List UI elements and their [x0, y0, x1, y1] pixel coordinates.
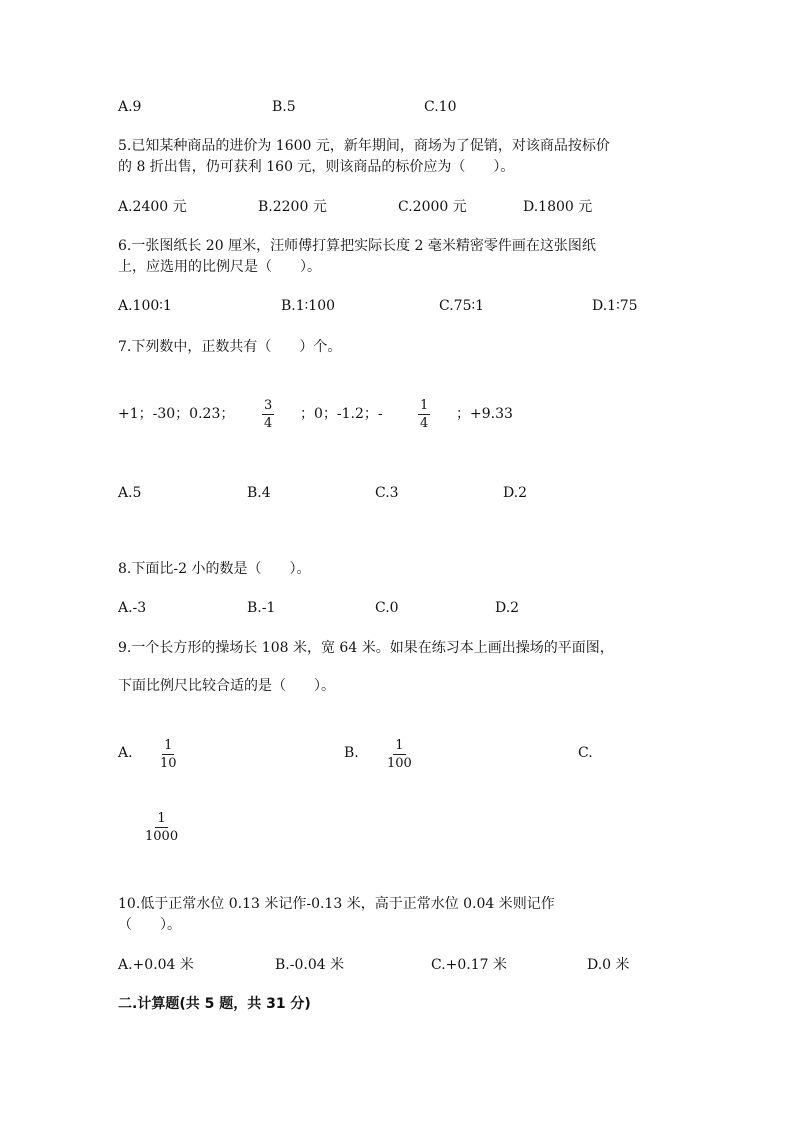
fraction-denominator: 1000: [145, 829, 179, 844]
q6-option-b: B.1∶100: [281, 298, 336, 314]
q6-question-line1: 6.一张图纸长 20 厘米，汪师傅打算把实际长度 2 毫米精密零件画在这张图纸: [118, 238, 596, 254]
fraction-numerator: 1: [157, 811, 166, 826]
q4-option-b: B.5: [272, 99, 296, 115]
q7-sequence-part2: ；0；-1.2；-: [300, 406, 383, 422]
fraction-numerator: 1: [420, 398, 429, 413]
q10-option-d: D.0 米: [587, 957, 630, 973]
q7-sequence-part1: +1；-30；0.23；: [118, 406, 235, 422]
q8-option-c: C.0: [375, 600, 399, 616]
q7-sequence-part3: ；+9.33: [456, 406, 513, 422]
q9-question-line2: 下面比例尺比较合适的是（ ）。: [118, 678, 335, 694]
q7-option-a: A.5: [118, 485, 142, 501]
q9-option-b-label: B.: [344, 745, 359, 761]
q9-option-c-fraction: [143, 811, 180, 844]
q5-option-d: D.1800 元: [523, 199, 593, 215]
q6-option-d: D.1∶75: [592, 298, 638, 314]
q7-fraction-three-quarters: [262, 398, 274, 431]
fraction-numerator: 1: [164, 738, 173, 753]
fraction-numerator: 3: [264, 398, 273, 413]
fraction-numerator: 1: [395, 738, 404, 753]
q9-option-a-fraction: [158, 738, 179, 771]
q6-option-a: A.100∶1: [118, 298, 172, 314]
fraction-denominator: 10: [160, 756, 177, 771]
q9-option-a-label: A.: [118, 745, 133, 761]
q7-fraction-one-quarter: [418, 398, 430, 431]
q10-question-line2: （ ）。: [118, 917, 181, 933]
q9-option-c-label: C.: [578, 745, 593, 761]
section-heading-calculation: 二.计算题(共 5 题，共 31 分): [118, 996, 311, 1012]
q7-option-d: D.2: [503, 485, 528, 501]
q10-option-c: C.+0.17 米: [431, 957, 508, 973]
fraction-denominator: 100: [387, 756, 412, 771]
q5-question-line2: 的 8 折出售，仍可获利 160 元，则该商品的标价应为（ ）。: [118, 159, 515, 175]
q5-option-c: C.2000 元: [398, 199, 467, 215]
q6-question-line2: 上，应选用的比例尺是（ ）。: [118, 259, 321, 275]
q9-question-line1: 9.一个长方形的操场长 108 米，宽 64 米。如果在练习本上画出操场的平面图，: [118, 640, 614, 656]
fraction-denominator: 4: [420, 416, 429, 431]
q8-question: 8.下面比-2 小的数是（ ）。: [118, 561, 311, 577]
fraction-denominator: 4: [264, 416, 273, 431]
q8-option-b: B.-1: [247, 600, 276, 616]
q7-option-b: B.4: [247, 485, 271, 501]
q5-question-line1: 5.已知某种商品的进价为 1600 元，新年期间，商场为了促销，对该商品按标价: [118, 138, 610, 154]
q10-question-line1: 10.低于正常水位 0.13 米记作-0.13 米，高于正常水位 0.04 米则记作: [118, 896, 555, 912]
q7-question: 7.下列数中，正数共有（ ）个。: [118, 339, 342, 355]
q8-option-a: A.-3: [118, 600, 147, 616]
q10-option-b: B.-0.04 米: [275, 957, 345, 973]
q5-option-a: A.2400 元: [118, 199, 187, 215]
q7-option-c: C.3: [375, 485, 399, 501]
q4-option-a: A.9: [118, 99, 142, 115]
q4-option-c: C.10: [424, 99, 457, 115]
q10-option-a: A.+0.04 米: [118, 957, 194, 973]
q9-option-b-fraction: [385, 738, 414, 771]
q6-option-c: C.75∶1: [439, 298, 485, 314]
q5-option-b: B.2200 元: [258, 199, 327, 215]
q8-option-d: D.2: [495, 600, 520, 616]
